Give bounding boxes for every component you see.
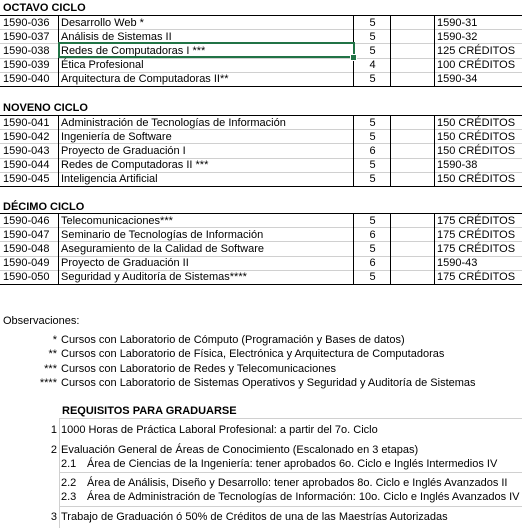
course-name[interactable]: Ética Profesional xyxy=(61,59,144,72)
course-prerequisite[interactable]: 1590-34 xyxy=(437,73,478,86)
course-code[interactable]: 1590-047 xyxy=(3,228,50,241)
course-credits[interactable]: 4 xyxy=(369,59,376,72)
course-code[interactable]: 1590-037 xyxy=(3,30,50,43)
course-credits[interactable]: 5 xyxy=(369,44,376,57)
course-prerequisite[interactable]: 150 CRÉDITOS xyxy=(437,116,516,129)
grid-line xyxy=(353,115,354,186)
course-prerequisite[interactable]: 1590-32 xyxy=(437,30,478,43)
course-prerequisite[interactable]: 1590-31 xyxy=(437,16,478,29)
observation-text[interactable]: Cursos con Laboratorio de Física, Electrónica y Arquitectura de Computadoras xyxy=(61,348,445,361)
grid-line xyxy=(434,213,435,284)
observation-text[interactable]: Cursos con Laboratorio de Redes y Telecomunicaciones xyxy=(61,362,336,375)
course-code[interactable]: 1590-040 xyxy=(3,73,50,86)
course-code[interactable]: 1590-036 xyxy=(3,16,50,29)
grid-line xyxy=(59,418,60,528)
course-code[interactable]: 1590-044 xyxy=(3,159,50,172)
course-code[interactable]: 1590-041 xyxy=(3,116,50,129)
course-name[interactable]: Seminario de Tecnologías de Información xyxy=(61,228,264,241)
course-code[interactable]: 1590-046 xyxy=(3,214,50,227)
requirement-number[interactable]: 1 xyxy=(50,424,57,436)
grid-line xyxy=(59,472,522,473)
course-code[interactable]: 1590-038 xyxy=(3,44,50,57)
grid-line xyxy=(390,213,391,284)
requirement-text[interactable]: 1000 Horas de Práctica Laboral Profesional: a partir del 7o. Ciclo xyxy=(61,424,378,436)
course-name[interactable]: Análisis de Sistemas II xyxy=(61,30,172,43)
course-credits[interactable]: 5 xyxy=(369,159,376,172)
selected-cell[interactable] xyxy=(58,42,355,58)
grid-line xyxy=(59,506,522,507)
observation-mark[interactable]: *** xyxy=(44,362,57,375)
course-credits[interactable]: 5 xyxy=(369,242,376,255)
course-code[interactable]: 1590-039 xyxy=(3,59,50,72)
requirement-subnumber[interactable]: 2.2 xyxy=(61,477,77,489)
course-credits[interactable]: 6 xyxy=(369,257,376,270)
requirement-subtext[interactable]: Área de Análisis, Diseño y Desarrollo: tener aprobados 8o. Ciclo e Inglés Avanzados II xyxy=(87,477,508,489)
grid-line xyxy=(390,15,391,86)
course-name[interactable]: Redes de Computadoras II *** xyxy=(61,159,209,172)
course-name[interactable]: Seguridad y Auditoría de Sistemas**** xyxy=(61,271,247,284)
observation-mark[interactable]: * xyxy=(52,334,57,346)
grid-line xyxy=(434,115,435,186)
grid-line xyxy=(353,213,354,284)
requirement-number[interactable]: 3 xyxy=(50,511,57,523)
course-name[interactable]: Desarrollo Web * xyxy=(61,16,144,29)
fill-handle[interactable] xyxy=(350,54,357,61)
course-name[interactable]: Aseguramiento de la Calidad de Software xyxy=(61,242,265,255)
observaciones-label[interactable]: Observaciones: xyxy=(3,315,80,327)
course-credits[interactable]: 5 xyxy=(369,73,376,86)
section-header-decimo[interactable]: DÉCIMO CICLO xyxy=(3,201,85,213)
course-name[interactable]: Proyecto de Graduación I xyxy=(61,144,186,157)
course-credits[interactable]: 5 xyxy=(369,16,376,29)
course-prerequisite[interactable]: 1590-38 xyxy=(437,159,478,172)
course-code[interactable]: 1590-045 xyxy=(3,173,50,186)
grid-line xyxy=(434,15,435,86)
course-prerequisite[interactable]: 150 CRÉDITOS xyxy=(437,173,516,186)
section-header-noveno[interactable]: NOVENO CICLO xyxy=(3,102,88,114)
requirement-subnumber[interactable]: 2.1 xyxy=(61,458,77,470)
grid-line xyxy=(390,115,391,186)
course-prerequisite[interactable]: 175 CRÉDITOS xyxy=(437,214,516,227)
course-prerequisite[interactable]: 175 CRÉDITOS xyxy=(437,242,516,255)
course-prerequisite[interactable]: 1590-43 xyxy=(437,257,478,270)
course-code[interactable]: 1590-042 xyxy=(3,130,50,143)
observation-mark[interactable]: **** xyxy=(39,376,57,389)
course-name[interactable]: Arquitectura de Computadoras II** xyxy=(61,73,229,86)
requirement-text[interactable]: Evaluación General de Áreas de Conocimiento (Escalonado en 3 etapas) xyxy=(61,444,419,456)
grid-line xyxy=(59,418,522,419)
observation-text[interactable]: Cursos con Laboratorio de Cómputo (Programación y Bases de datos) xyxy=(61,334,405,346)
requirement-text[interactable]: Trabajo de Graduación ó 50% de Créditos de una de las Maestrías Autorizadas xyxy=(61,511,448,523)
course-prerequisite[interactable]: 150 CRÉDITOS xyxy=(437,130,516,143)
course-code[interactable]: 1590-048 xyxy=(3,242,50,255)
course-credits[interactable]: 5 xyxy=(369,271,376,284)
course-credits[interactable]: 6 xyxy=(369,144,376,157)
course-name[interactable]: Ingeniería de Software xyxy=(61,130,172,143)
course-prerequisite[interactable]: 150 CRÉDITOS xyxy=(437,144,516,157)
requirement-subnumber[interactable]: 2.3 xyxy=(61,491,77,503)
course-name[interactable]: Inteligencia Artificial xyxy=(61,173,158,186)
course-prerequisite[interactable]: 100 CRÉDITOS xyxy=(437,59,516,72)
course-name[interactable]: Proyecto de Graduación II xyxy=(61,257,189,270)
course-prerequisite[interactable]: 175 CRÉDITOS xyxy=(437,271,516,284)
course-prerequisite[interactable]: 125 CRÉDITOS xyxy=(437,44,516,57)
course-name[interactable]: Administración de Tecnologías de Información xyxy=(61,116,286,129)
course-name[interactable]: Redes de Computadoras I *** xyxy=(61,44,206,57)
course-credits[interactable]: 5 xyxy=(369,30,376,43)
course-credits[interactable]: 5 xyxy=(369,214,376,227)
course-credits[interactable]: 5 xyxy=(369,116,376,129)
section-header-octavo[interactable]: OCTAVO CICLO xyxy=(3,2,86,14)
course-credits[interactable]: 5 xyxy=(369,173,376,186)
observation-mark[interactable]: ** xyxy=(48,348,57,361)
requirement-subtext[interactable]: Área de Administración de Tecnologías de Información: 10o. Ciclo e Inglés Avanzados IV xyxy=(87,491,520,503)
course-credits[interactable]: 6 xyxy=(369,228,376,241)
course-code[interactable]: 1590-050 xyxy=(3,271,50,284)
course-code[interactable]: 1590-043 xyxy=(3,144,50,157)
course-code[interactable]: 1590-049 xyxy=(3,257,50,270)
course-name[interactable]: Telecomunicaciones*** xyxy=(61,214,173,227)
course-prerequisite[interactable]: 175 CRÉDITOS xyxy=(437,228,516,241)
observation-text[interactable]: Cursos con Laboratorio de Sistemas Operativos y Seguridad y Auditoría de Sistemas xyxy=(61,376,476,389)
requirement-subtext[interactable]: Área de Ciencias de la Ingeniería: tener aprobados 6o. Ciclo e Inglés Intermedios IV xyxy=(87,458,498,470)
requisitos-title[interactable]: REQUISITOS PARA GRADUARSE xyxy=(62,405,237,417)
course-credits[interactable]: 5 xyxy=(369,130,376,143)
requirement-number[interactable]: 2 xyxy=(50,444,57,456)
